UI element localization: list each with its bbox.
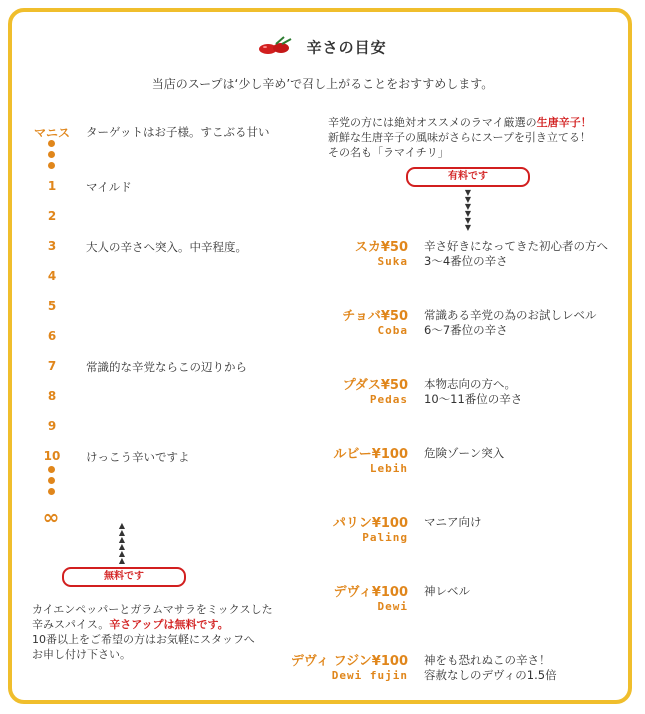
paid-badge: 有料です xyxy=(406,167,530,187)
up-arrows-icon: ▲ ▲ ▲ ▲ ▲ ▲ xyxy=(118,521,126,565)
free-note-line: お申し付け下さい。 xyxy=(32,648,131,661)
level-label: 1 xyxy=(47,179,57,193)
paid-intro-line: 新鮮な生唐辛子の風味がさらにスープを引き立てる！ xyxy=(328,131,591,144)
chili-pepper-icon xyxy=(258,36,294,60)
free-highlight: 辛さアップは無料です。 xyxy=(109,618,229,631)
level-label: 2 xyxy=(47,209,57,223)
level-label: 4 xyxy=(47,269,57,283)
chili-item-name: プダス¥50 Pedas xyxy=(342,378,408,406)
level-label: 7 xyxy=(47,359,57,373)
chili-item-desc: 辛さ好きになってきた初心者の方へ 3～4番位の辛さ xyxy=(424,239,608,268)
level-desc: ターゲットはお子様。すこぶる甘い xyxy=(86,125,270,139)
free-note-line: 10番以上をご希望の方はお気軽にスタッフへ xyxy=(32,633,255,646)
level-label: 6 xyxy=(47,329,57,343)
paid-highlight: 生唐辛子！ xyxy=(536,116,592,129)
free-note-line: カイエンペッパーとガラムマサラをミックスした xyxy=(32,603,273,616)
level-desc: マイルド xyxy=(86,180,132,194)
level-desc: けっこう辛いですよ xyxy=(86,450,190,464)
level-label: 9 xyxy=(47,419,57,433)
chili-item-romaji: Dewi fujin xyxy=(331,669,408,682)
chili-item-desc: 神レベル xyxy=(424,584,470,598)
chili-item-romaji: Lebih xyxy=(369,462,408,475)
level-label: 10 xyxy=(43,449,61,463)
page-title xyxy=(0,36,645,60)
level-label: 8 xyxy=(47,389,57,403)
infinity-level: ∞ xyxy=(42,505,60,529)
chili-item-romaji: Paling xyxy=(362,531,408,544)
chili-item-name: ルビー¥100 Lebih xyxy=(333,447,408,475)
chili-item-desc: 危険ゾーン突入 xyxy=(424,446,505,460)
level-label: 3 xyxy=(47,239,57,253)
chili-item-romaji: Dewi xyxy=(377,600,408,613)
dots-separator xyxy=(48,140,56,173)
chili-item-desc: 常識ある辛党の為のお試しレベル 6～7番位の辛さ xyxy=(424,308,597,337)
chili-item-romaji: Suka xyxy=(377,255,408,268)
chili-item-desc: マニア向け xyxy=(424,515,482,529)
level-desc: 常識的な辛党ならこの辺りから xyxy=(86,360,247,374)
chili-item-romaji: Pedas xyxy=(369,393,408,406)
level-label: 5 xyxy=(47,299,57,313)
free-note xyxy=(32,602,273,662)
free-badge: 無料です xyxy=(62,567,186,587)
chili-item-name: パリン¥100 Paling xyxy=(332,516,408,544)
chili-item-name: スカ¥50 Suka xyxy=(354,240,408,268)
chili-item-desc: 本物志向の方へ。 10～11番位の辛さ xyxy=(424,377,523,406)
paid-intro-line: 辛党の方には絶対オススメのラマイ厳選の生唐辛子！ xyxy=(328,116,592,129)
chili-item-desc: 神をも恐れぬこの辛さ！ 容赦なしのデヴィの1.5倍 xyxy=(424,653,557,682)
paid-intro xyxy=(328,115,592,160)
down-arrows-icon: ▼ ▼ ▼ ▼ ▼ ▼ xyxy=(464,188,472,232)
free-note-line: 辛みスパイス。辛さアップは無料です。 xyxy=(32,618,229,631)
page-subtitle: 当店のスープは‘少し辛め’で召し上がることをおすすめします。 xyxy=(151,77,494,91)
chili-item-romaji: Coba xyxy=(377,324,408,337)
level-desc: 大人の辛さへ突入。中辛程度。 xyxy=(86,240,247,254)
level-label: マニス xyxy=(33,126,70,140)
content-frame xyxy=(8,8,632,704)
paid-intro-line: その名も「ラマイチリ」 xyxy=(328,146,449,159)
chili-item-name: チョバ¥50 Coba xyxy=(342,309,408,337)
title-text: 辛さの目安 xyxy=(306,38,387,57)
chili-item-name: デヴィ フジン¥100 Dewi fujin xyxy=(290,654,408,682)
chili-item-name: デヴィ¥100 Dewi xyxy=(333,585,408,613)
dots-separator xyxy=(48,466,56,499)
